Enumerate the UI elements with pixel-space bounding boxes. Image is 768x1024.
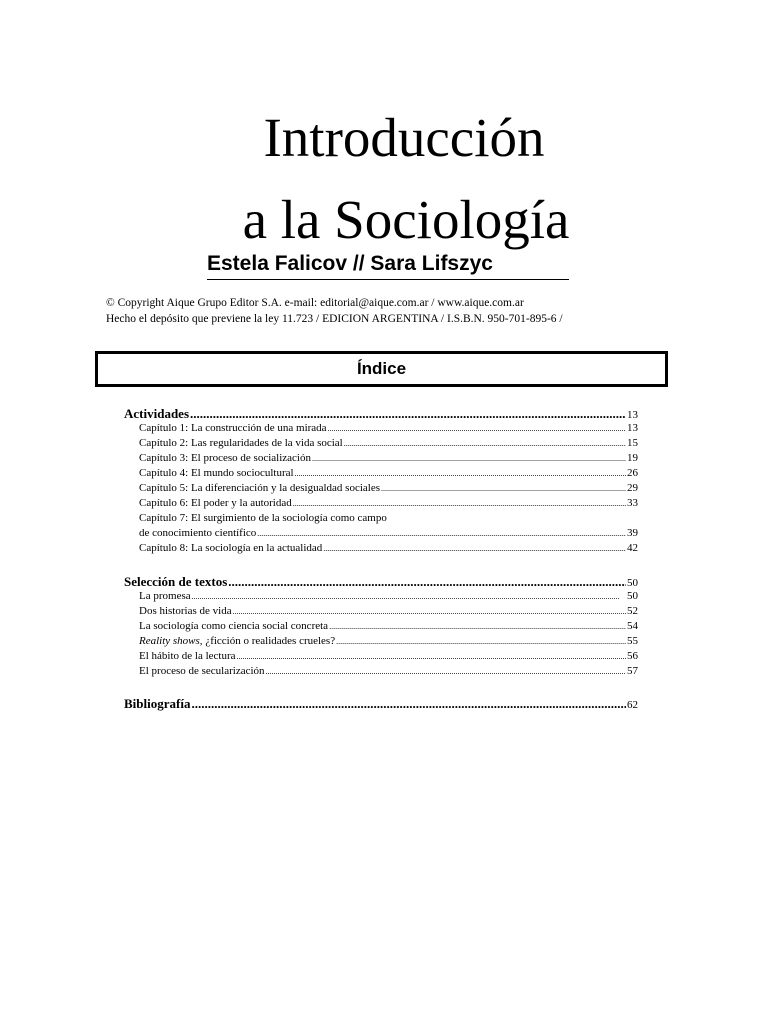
dot-leader <box>344 437 626 449</box>
toc-entry-page: 39 <box>627 527 638 539</box>
toc-entry-page: 13 <box>627 422 638 434</box>
copyright-block <box>106 295 666 327</box>
toc-entry[interactable] <box>124 665 638 680</box>
toc-entry-page: 15 <box>627 437 638 449</box>
authors: Estela Falicov // Sara Lifszyc <box>207 250 569 280</box>
toc-section-bibliografia <box>124 696 638 712</box>
toc-entry[interactable] <box>124 650 638 665</box>
toc-entry[interactable] <box>124 574 638 590</box>
toc-entry[interactable] <box>124 542 638 557</box>
index-heading: Índice <box>95 351 668 387</box>
toc-entry-label: La sociología como ciencia social concreta <box>139 620 329 632</box>
toc-entry-page: 50 <box>627 590 638 602</box>
toc-entry[interactable] <box>124 696 638 712</box>
book-title-line-2: a la Sociología <box>242 189 570 250</box>
dot-leader <box>233 605 626 617</box>
toc-entry-page: 57 <box>627 665 638 677</box>
toc-entry[interactable] <box>124 620 638 635</box>
dot-leader <box>190 406 626 422</box>
toc-entry-label: Capítulo 3: El proceso de socialización <box>139 452 311 464</box>
toc-section-actividades <box>124 406 638 557</box>
toc-entry[interactable] <box>124 635 638 650</box>
toc-entry-page: 13 <box>627 409 638 421</box>
toc-entry-label: Actividades <box>124 406 189 421</box>
toc-entry-label: El hábito de la lectura <box>139 650 236 662</box>
dot-leader <box>293 497 626 509</box>
dot-leader <box>257 527 626 539</box>
toc-entry-page: 33 <box>627 497 638 509</box>
toc-entry-label-italic: Reality shows, <box>139 635 203 647</box>
toc-entry-label: Capítulo 1: La construcción de una mirada <box>139 422 327 434</box>
toc-entry[interactable] <box>124 605 638 620</box>
toc-entry-label <box>139 635 335 647</box>
toc-entry-label: de conocimiento científico <box>139 527 257 539</box>
toc-entry-label: Capítulo 8: La sociología en la actualidad <box>139 542 323 554</box>
toc-entry-label: Selección de textos <box>124 574 228 589</box>
toc-entry[interactable] <box>124 512 638 527</box>
toc-entry-page: 29 <box>627 482 638 494</box>
toc-entry[interactable] <box>124 406 638 422</box>
toc-entry-label: Dos historias de vida <box>139 605 232 617</box>
legal-deposit-line: Hecho el depósito que previene la ley 11.723 / EDICION ARGENTINA / I.S.B.N. 950-701-895-6 / <box>106 313 563 325</box>
toc-entry-label: Capítulo 2: Las regularidades de la vida social <box>139 437 343 449</box>
dot-leader <box>312 452 626 464</box>
toc-entry[interactable] <box>124 590 638 605</box>
toc-entry-label: Capítulo 5: La diferenciación y la desigualdad sociales <box>139 482 381 494</box>
toc-entry-label: Capítulo 4: El mundo sociocultural <box>139 467 294 479</box>
toc-entry-page: 19 <box>627 452 638 464</box>
dot-leader <box>191 696 626 712</box>
toc-entry-page: 50 <box>627 577 638 589</box>
toc-entry[interactable] <box>124 437 638 452</box>
toc-entry-page: 52 <box>627 605 638 617</box>
toc-entry-label: La promesa <box>139 590 191 602</box>
toc-entry[interactable] <box>124 467 638 482</box>
toc-entry-page: 55 <box>627 635 638 647</box>
toc-entry-label: Capítulo 6: El poder y la autoridad <box>139 497 292 509</box>
toc-entry-page: 56 <box>627 650 638 662</box>
toc-entry-page: 42 <box>627 542 638 554</box>
dot-leader <box>295 467 626 479</box>
dot-leader <box>336 635 626 647</box>
book-title-line-1: Introducción <box>263 107 545 168</box>
toc-entry[interactable] <box>124 422 638 437</box>
toc-entry-label: Capítulo 7: El surgimiento de la sociología como campo <box>139 512 387 524</box>
toc-entry-page: 62 <box>627 699 638 711</box>
toc-entry-label: Bibliografía <box>124 696 191 711</box>
toc-entry-label-rest: ¿ficción o realidades crueles? <box>202 635 336 647</box>
dot-leader <box>323 542 626 554</box>
dot-leader <box>329 620 626 632</box>
toc-entry-label: El proceso de secularización <box>139 665 265 677</box>
copyright-line: © Copyright Aique Grupo Editor S.A. e-mail: editorial@aique.com.ar / www.aique.com.ar <box>106 297 524 309</box>
toc-entry[interactable] <box>124 452 638 467</box>
toc-entry-page: 26 <box>627 467 638 479</box>
toc-entry[interactable] <box>124 527 638 542</box>
toc-entry[interactable] <box>124 482 638 497</box>
dot-leader <box>192 590 626 602</box>
dot-leader <box>237 650 626 662</box>
toc-section-seleccion-de-textos <box>124 574 638 680</box>
dot-leader <box>228 574 626 590</box>
dot-leader <box>328 422 626 434</box>
toc-entry[interactable] <box>124 497 638 512</box>
toc-entry-page: 54 <box>627 620 638 632</box>
dot-leader <box>266 665 626 677</box>
dot-leader <box>381 482 626 494</box>
